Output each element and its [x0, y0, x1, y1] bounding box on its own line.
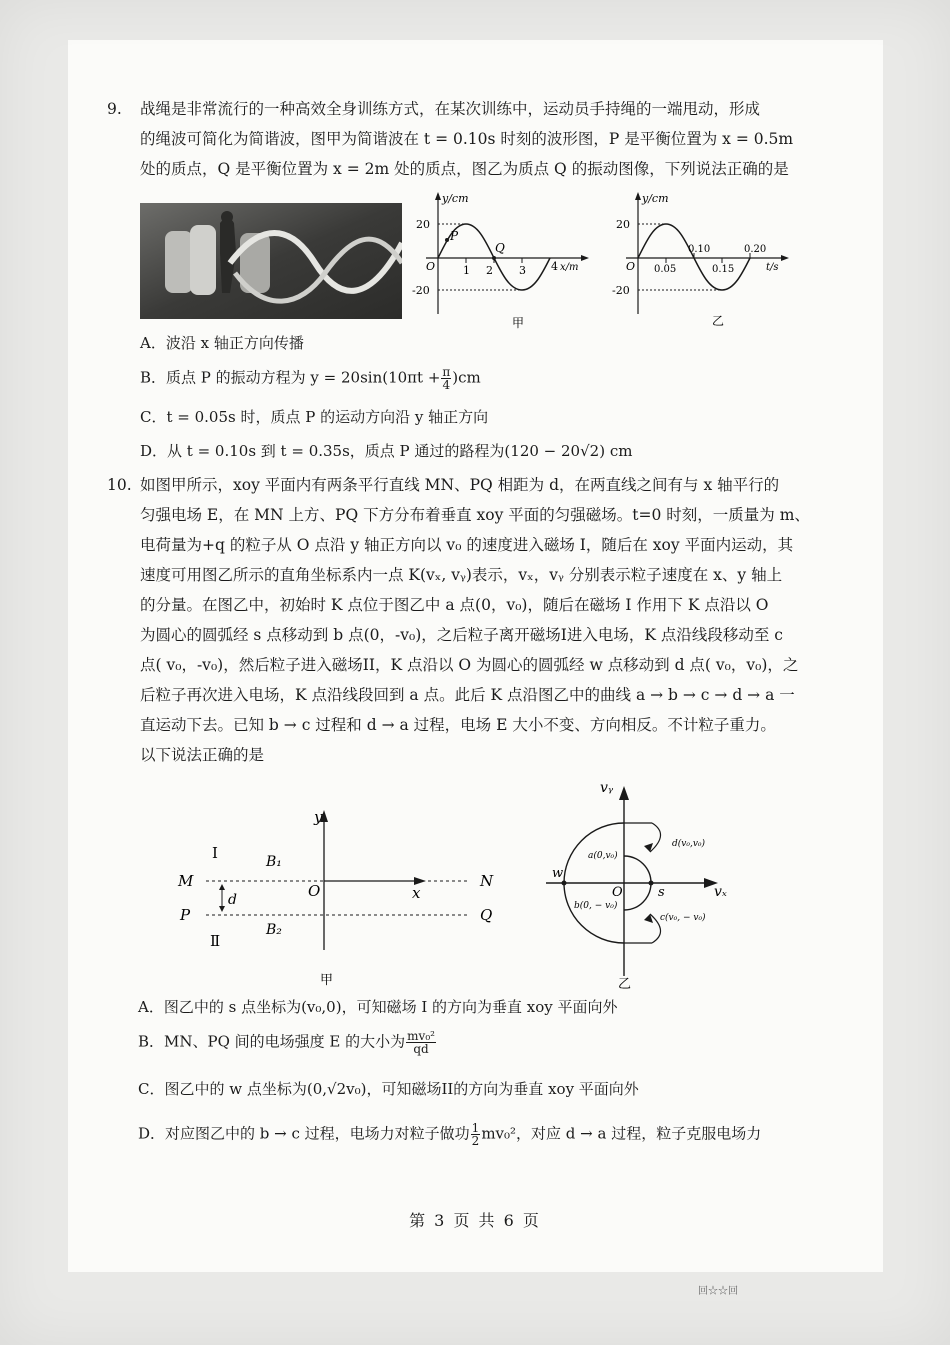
t-tick-label-005: 0.05	[654, 264, 677, 275]
t-tick-label-015: 0.15	[712, 264, 735, 275]
t-tick-label-010: 0.10	[688, 244, 711, 255]
fig-caption-jia: 甲	[512, 316, 525, 330]
label-region-II: Ⅱ	[210, 932, 221, 950]
q10-field-diagram	[170, 800, 510, 990]
y-tick-20: 20	[616, 218, 630, 231]
label-M: M	[178, 872, 194, 890]
seg-b-c	[650, 914, 661, 943]
q9-option-b-fraction	[441, 366, 451, 391]
q9-stem-line-1: 战绳是非常流行的一种高效全身训练方式，在某次训练中，运动员手持绳的一端甩动，形成	[140, 100, 761, 118]
label-region-I: I	[212, 844, 218, 862]
q10-stem-line-9: 直运动下去。已知 b → c 过程和 d → a 过程，电场 E 大小不变、方向相反。不计粒子重力。	[140, 716, 776, 734]
label-d: d	[228, 892, 237, 908]
origin-label: O	[426, 260, 436, 273]
point-s-dot	[649, 881, 654, 886]
label-B2: B₂	[266, 922, 282, 938]
label-B1: B₁	[266, 854, 282, 870]
q10-option-c: C．图乙中的 w 点坐标为(0,√2v₀)，可知磁场II的方向为垂直 xoy 平面向外	[138, 1080, 639, 1098]
q10-option-a: A．图乙中的 s 点坐标为(v₀,0)，可知磁场 I 的方向为垂直 xoy 平面向外	[138, 998, 618, 1016]
fraction-den: 4	[442, 378, 451, 392]
fig-caption-yi: 乙	[618, 977, 632, 992]
q10-stem-line-5: 的分量。在图乙中，初始时 K 点位于图乙中 a 点(0，v₀)，随后在磁场 I 作用下 K 点沿以 O	[140, 596, 769, 614]
point-w-dot	[562, 881, 567, 886]
fig-caption-jia: 甲	[320, 973, 334, 988]
seg-d-a	[650, 823, 661, 852]
label-x: x	[412, 884, 421, 902]
y-axis-arrow	[435, 192, 441, 200]
label-Q: Q	[480, 906, 493, 924]
battle-rope-photo	[140, 203, 402, 319]
x-axis-label: x/m	[560, 262, 579, 273]
fraction-den: qd	[413, 1042, 429, 1056]
q10-option-d	[138, 1122, 761, 1147]
y-axis-arrow	[635, 192, 641, 200]
t-tick-label-020: 0.20	[744, 244, 767, 255]
q9-stem-line-2: 的绳波可简化为简谐波，图甲为简谐波在 t = 0.10s 时刻的波形图，P 是平衡位置为 x = 0.5m	[140, 130, 794, 148]
fraction-num: mv₀²	[407, 1029, 435, 1043]
q10-option-b-pre: B．MN、PQ 间的电场强度 E 的大小为	[138, 1032, 406, 1051]
x-tick-label-1: 1	[463, 264, 470, 277]
q10-stem-line-3: 电荷量为+q 的粒子从 O 点沿 y 轴正方向以 v₀ 的速度进入磁场 I，随后在 xoy 平面内运动，其	[140, 536, 794, 554]
q10-stem-line-6: 为圆心的圆弧经 s 点移动到 b 点(0，-v₀)，之后粒子离开磁场I进入电场，K 点沿线段移动至 c	[140, 626, 783, 644]
label-w: w	[552, 866, 564, 881]
point-q-label: Q	[495, 241, 505, 255]
x-axis-label: t/s	[766, 262, 779, 273]
q10-option-d-fraction	[471, 1122, 481, 1147]
q9-option-b-pre: B．质点 P 的振动方程为 y = 20sin(10πt +	[140, 368, 441, 387]
q10-stem-line-2: 匀强电场 E，在 MN 上方、PQ 下方分布着垂直 xoy 平面的匀强磁场。t=0 时刻，一质量为 m、	[140, 506, 810, 524]
fraction-num: π	[442, 365, 451, 379]
origin-label: O	[626, 260, 636, 273]
y-tick-neg20: -20	[412, 284, 430, 297]
d-marker-arrow-up	[219, 884, 225, 890]
fig-caption-yi: 乙	[712, 314, 725, 328]
label-vx: vₓ	[714, 884, 727, 900]
point-q-dot	[492, 256, 496, 260]
q9-stem-line-3: 处的质点，Q 是平衡位置为 x = 2m 处的质点，图乙为质点 Q 的振动图像，下列说法正确的是	[140, 160, 789, 178]
x-axis-arrow	[581, 255, 589, 261]
q9-option-c: C．t = 0.05s 时，质点 P 的运动方向沿 y 轴正方向	[140, 408, 489, 426]
q10-option-b-fraction	[406, 1030, 436, 1055]
x-axis-arrow	[781, 255, 789, 261]
y-tick-neg20: -20	[612, 284, 630, 297]
q10-velocity-diagram	[540, 780, 740, 992]
y-axis-label: y/cm	[442, 192, 469, 205]
q10-stem-line-8: 后粒子再次进入电场，K 点沿线段回到 a 点。此后 K 点沿图乙中的曲线 a → b → c → d → a 一	[140, 686, 795, 704]
label-d: d(v₀,v₀)	[672, 839, 706, 849]
label-a: a(0,v₀)	[588, 851, 618, 861]
q9-option-a: A．波沿 x 轴正方向传播	[140, 334, 304, 352]
q9-option-b	[140, 366, 481, 391]
y-axis-label: y/cm	[642, 192, 669, 205]
x-tick-label-3: 3	[519, 264, 526, 277]
x-tick-label-2: 2	[486, 264, 493, 277]
corner-stamp: 回☆☆回	[698, 1286, 738, 1297]
q10-stem-line-7: 点( v₀，-v₀)，然后粒子进入磁场II，K 点沿以 O 为圆心的圆弧经 w 点移动到 d 点( v₀，v₀)，之	[140, 656, 799, 674]
q10-stem-line-10: 以下说法正确的是	[140, 746, 265, 764]
page-footer: 第 3 页 共 6 页	[409, 1211, 541, 1230]
q9-number: 9.	[107, 100, 122, 118]
q10-number: 10.	[107, 476, 132, 494]
label-N: N	[480, 872, 494, 890]
fraction-num: 1	[471, 1121, 480, 1135]
point-p-dot	[445, 238, 449, 242]
q10-option-d-post: mv₀²，对应 d → a 过程，粒子克服电场力	[481, 1124, 762, 1143]
label-O: O	[308, 882, 321, 900]
fraction-den: 2	[471, 1134, 480, 1148]
q9-wave-graph	[406, 190, 591, 330]
label-c: c(v₀, − v₀)	[660, 913, 706, 923]
y-tick-20: 20	[416, 218, 430, 231]
q10-option-b	[138, 1030, 437, 1055]
q9-option-b-post: )cm	[452, 368, 481, 387]
label-O: O	[612, 885, 623, 900]
label-vy: vᵧ	[600, 780, 614, 796]
q9-option-d: D．从 t = 0.10s 到 t = 0.35s，质点 P 通过的路程为(120 − 20√2) cm	[140, 442, 633, 460]
vy-axis-arrow	[619, 786, 629, 800]
q9-vibration-graph	[608, 190, 793, 330]
d-marker-arrow-down	[219, 906, 225, 912]
label-P: P	[180, 906, 191, 924]
q10-stem-line-4: 速度可用图乙所示的直角坐标系内一点 K(vₓ, vᵧ)表示，vₓ，vᵧ 分别表示粒子速度在 x、y 轴上	[140, 566, 783, 584]
q10-stem-line-1: 如图甲所示，xoy 平面内有两条平行直线 MN、PQ 相距为 d，在两直线之间有与 x 轴平行的	[140, 476, 780, 494]
point-p-label: P	[450, 229, 459, 243]
label-y: y	[314, 808, 323, 826]
x-tick-label-4: 4	[551, 260, 558, 273]
q10-option-d-pre: D．对应图乙中的 b → c 过程，电场力对粒子做功	[138, 1124, 470, 1143]
label-s: s	[658, 885, 665, 900]
label-b: b(0, − v₀)	[574, 901, 618, 911]
